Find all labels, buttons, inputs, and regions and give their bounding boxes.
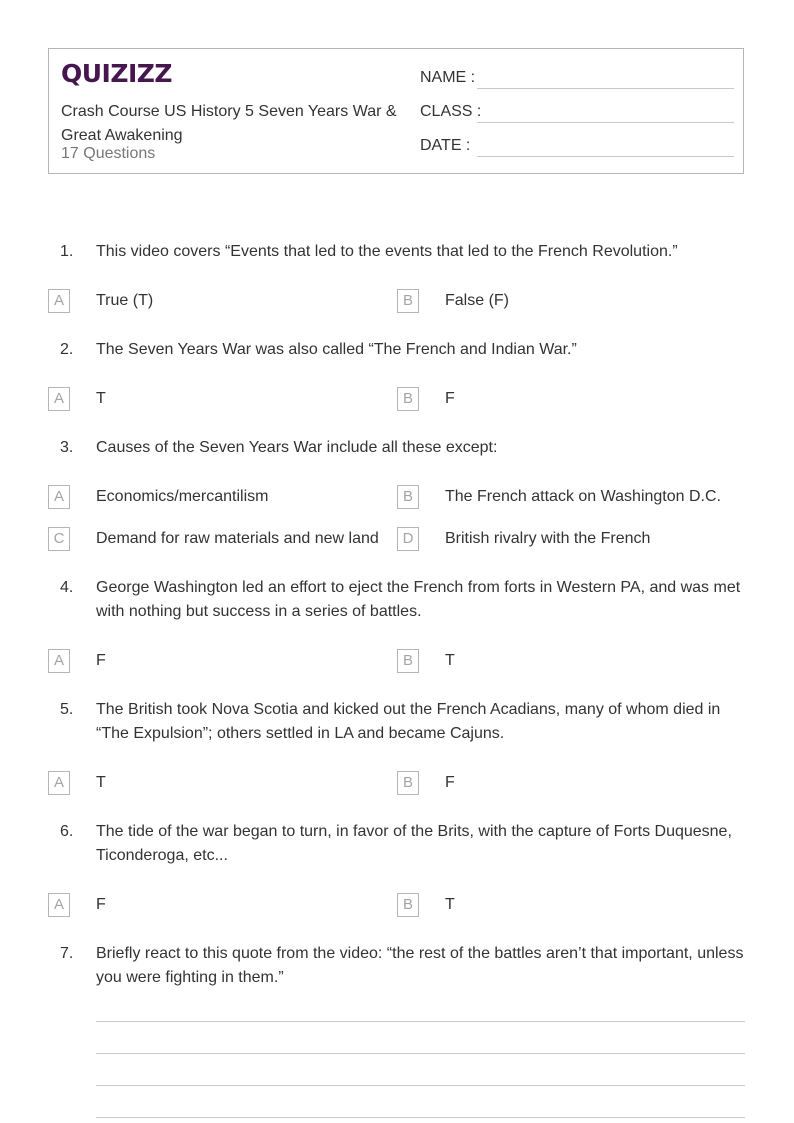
option-letter-box[interactable]: A: [48, 649, 70, 673]
option-letter-box[interactable]: A: [48, 771, 70, 795]
option-letter-box[interactable]: D: [397, 527, 419, 551]
question-text: The British took Nova Scotia and kicked out the French Acadians, many of whom died in “The Expulsion”; others settled in LA and became Cajuns.: [96, 701, 721, 742]
question-text: The Seven Years War was also called “The French and Indian War.”: [96, 341, 577, 358]
question-number: 6.: [60, 823, 74, 840]
question-count: 17 Questions: [61, 145, 156, 162]
option-letter-box[interactable]: C: [48, 527, 70, 551]
option-text: T: [445, 652, 455, 669]
question-number: 3.: [60, 439, 74, 456]
date-label: DATE :: [420, 137, 471, 154]
option-text: True (T): [96, 292, 154, 309]
option-text: F: [96, 652, 106, 669]
question-text: This video covers “Events that led to the events that led to the French Revolution.”: [96, 243, 678, 260]
option-text: T: [96, 774, 106, 791]
worksheet-header: [48, 48, 744, 174]
option-text: T: [445, 896, 455, 913]
question-number: 1.: [60, 243, 74, 260]
class-field[interactable]: [420, 100, 734, 124]
option-text: F: [96, 896, 106, 913]
answer-line[interactable]: [96, 1021, 745, 1022]
class-line[interactable]: [477, 122, 734, 123]
option-letter-box[interactable]: B: [397, 289, 419, 313]
option-text: False (F): [445, 292, 509, 309]
answer-line[interactable]: [96, 1085, 745, 1086]
option-text: F: [445, 390, 455, 407]
date-field[interactable]: [420, 134, 734, 158]
option-letter-box[interactable]: B: [397, 485, 419, 509]
option-letter-box[interactable]: B: [397, 893, 419, 917]
option-text: F: [445, 774, 455, 791]
answer-line[interactable]: [96, 1053, 745, 1054]
question-text: George Washington led an effort to eject the French from forts in Western PA, and was met with nothing but success in a series of battles.: [96, 579, 741, 620]
question-number: 2.: [60, 341, 74, 358]
name-label: NAME :: [420, 69, 476, 86]
answer-line[interactable]: [96, 1117, 745, 1118]
class-label: CLASS :: [420, 103, 482, 120]
question-text: Briefly react to this quote from the video: “the rest of the battles aren’t that important, unless you were fighting in them.”: [96, 945, 744, 986]
worksheet-title: Crash Course US History 5 Seven Years War & Great Awakening: [61, 103, 397, 144]
question-number: 5.: [60, 701, 74, 718]
option-letter-box[interactable]: A: [48, 289, 70, 313]
quizizz-logo: QUIZIZZ: [61, 59, 173, 88]
name-field[interactable]: [420, 66, 734, 90]
question-number: 7.: [60, 945, 74, 962]
option-text: The French attack on Washington D.C.: [445, 488, 721, 505]
option-text: T: [96, 390, 106, 407]
name-line[interactable]: [477, 88, 734, 89]
question-text: Causes of the Seven Years War include all these except:: [96, 439, 498, 456]
option-letter-box[interactable]: A: [48, 893, 70, 917]
option-text: British rivalry with the French: [445, 530, 651, 547]
option-letter-box[interactable]: A: [48, 387, 70, 411]
question-text: The tide of the war began to turn, in favor of the Brits, with the capture of Forts Duquesne, Ticonderoga, etc...: [96, 823, 732, 864]
option-letter-box[interactable]: B: [397, 387, 419, 411]
option-letter-box[interactable]: B: [397, 771, 419, 795]
option-letter-box[interactable]: A: [48, 485, 70, 509]
question-number: 4.: [60, 579, 74, 596]
date-line[interactable]: [477, 156, 734, 157]
option-text: Demand for raw materials and new land: [96, 530, 379, 547]
option-text: Economics/mercantilism: [96, 488, 269, 505]
option-letter-box[interactable]: B: [397, 649, 419, 673]
